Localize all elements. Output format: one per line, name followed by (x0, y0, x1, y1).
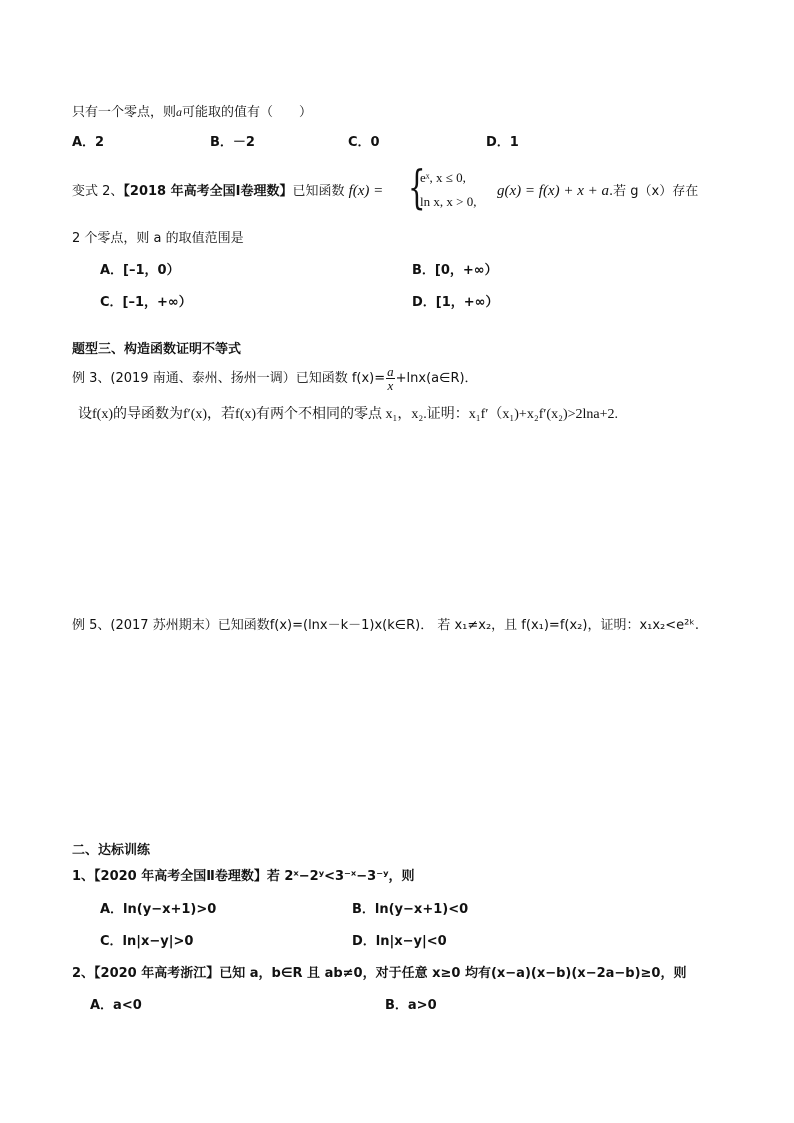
v2-case-1: eˣ, x ≤ 0, (420, 170, 466, 185)
t2-option-a: A．a<0 (90, 998, 142, 1013)
piecewise-brace: { (408, 160, 426, 214)
q1-option-c: C．0 (348, 135, 380, 150)
v2-option-c: C．[–1，+∞） (100, 295, 192, 310)
v2-stem: 变式 2、【2018 年高考全国Ⅰ卷理数】已知函数 f(x) = (72, 183, 384, 199)
v2-line2: 2 个零点，则 a 的取值范围是 (72, 231, 244, 246)
v2-g-def: g(x) = f(x) + x + a.若 g（x）存在 (497, 183, 699, 199)
q1-option-a: A．2 (72, 135, 105, 150)
ex3-fraction: $\frac{a}{x}$ (387, 364, 394, 393)
q1-stem: 只有一个零点，则a可能取的值有（ ） (72, 105, 313, 120)
v2-option-a: A．[–1，0） (100, 263, 180, 278)
t1-stem: 1、【2020 年高考全国Ⅱ卷理数】若 2ˣ−2ʸ<3⁻ˣ−3⁻ʸ，则 (72, 869, 415, 884)
t1-option-c: C．ln|x−y|>0 (100, 934, 194, 949)
t2-option-b: B．a>0 (385, 998, 437, 1013)
ex3-line1: 例 3、(2019 南通、泰州、扬州一调）已知函数 f(x)= $\frac{a}{x}$ +lnx(a∈R)． (72, 364, 478, 393)
t1-option-d: D．ln|x−y|<0 (352, 934, 447, 949)
t1-option-a: A．ln(y−x+1)>0 (100, 902, 217, 917)
ex5-text: 例 5、(2017 苏州期末）已知函数f(x)=(lnx－k－1)x(k∈R)． 若 x₁≠x₂，且 f(x₁)=f(x₂)，证明：x₁x₂<e²ᵏ. (72, 618, 700, 633)
section3-title: 题型三、构造函数证明不等式 (72, 342, 242, 357)
q1-option-d: D．1 (486, 135, 519, 150)
v2-option-d: D．[1，+∞） (412, 295, 499, 310)
t2-stem: 2、【2020 年高考浙江】已知 a，b∈R 且 ab≠0，对于任意 x≥0 均有(x−a)(x−b)(x−2a−b)≥0，则 (72, 966, 687, 981)
section2-title: 二、达标训练 (72, 843, 151, 858)
ex3-line2: 设f(x)的导函数为f′(x)，若f(x)有两个不相同的零点 x₁，x₂.证明：x₁f′（x₁)+x₂f′(x₂)>2lna+2. (78, 407, 619, 422)
v2-case-2: ln x, x > 0, (420, 194, 477, 209)
q1-option-b: B．－2 (210, 135, 255, 150)
t1-option-b: B．ln(y−x+1)<0 (352, 902, 469, 917)
v2-option-b: B．[0，+∞） (412, 263, 498, 278)
